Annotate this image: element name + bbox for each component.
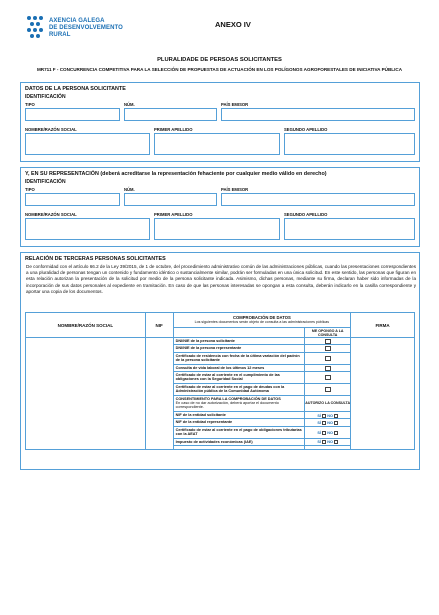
rep-number-label: NÚM. — [124, 187, 135, 192]
oppose-checkbox[interactable] — [325, 339, 331, 344]
doc-item: NIF de la entidad representante — [173, 419, 305, 426]
third-parties-heading: RELACIÓN DE TERCERAS PERSONAS SOLICITANTES — [25, 256, 166, 262]
no-checkbox[interactable] — [334, 414, 338, 418]
oppose-check-cell — [305, 383, 351, 395]
yes-option[interactable]: SÍ — [317, 430, 321, 435]
oppose-check-cell — [305, 364, 351, 371]
logo-text — [49, 18, 123, 39]
no-option[interactable]: NO — [327, 413, 333, 418]
check-header-note: Los siguientes documentos serán objeto de consulta a las administraciones públicas — [194, 320, 330, 324]
rep-first-surname-field[interactable] — [154, 218, 280, 240]
yes-option[interactable]: SÍ — [317, 420, 321, 425]
name-label: NOMBRE/RAZÓN SOCIAL — [25, 127, 77, 132]
legal-paragraph: De conformidad con el artículo 66.2 de la Ley 39/2015, de 1 de octubre, del procedimiento administrativo común de las administraciones públicas, cuando las presentaciones correspondientes a una pluralidad de personas tengan un contenido y fundamento idéntico o sustancialmente similar, podrán ser formuladas en una única solicitud. En este sentido, las personas que figuran en esta relación autorizan la presentación de la solicitud por medio de la persona solicitante indicada. Asimismo, dichas personas, mediante su firma, declaran haber sido informadas de la incorporación de sus datos personales al expediente en tramitación. En caso de que las personas interesadas se opongan a esta consulta, deberán indicarlo en la casilla correspondiente y aportar una copia de los documentos. — [26, 264, 416, 294]
oppose-checkbox[interactable] — [325, 346, 331, 351]
oppose-check-cell — [305, 338, 351, 345]
oppose-check-cell — [305, 372, 351, 384]
logo-line-2: DE DESENVOLVEMENTO — [49, 25, 123, 31]
type-label: TIPO — [25, 102, 35, 107]
oppose-checkbox[interactable] — [325, 356, 331, 361]
nif-cell[interactable] — [145, 338, 173, 450]
doc-item: Certificado de residencia con fecha de la última variación del padrón de la persona solicitante — [173, 352, 305, 364]
oppose-checkbox[interactable] — [325, 366, 331, 371]
col-oppose-header: ME OPONGO A LA CONSULTA — [305, 328, 351, 338]
number-label: NÚM. — [124, 102, 135, 107]
authorize-cell — [305, 438, 351, 445]
doc-item: Certificado de estar al corriente en el pago de obligaciones tributarias con la AEAT — [173, 426, 305, 438]
rep-type-field[interactable] — [25, 193, 120, 206]
yes-checkbox[interactable] — [322, 421, 326, 425]
rep-country-field[interactable] — [221, 193, 415, 206]
authorize-cell — [305, 411, 351, 418]
logo-line-1: AXENCIA GALEGA — [49, 18, 105, 24]
third-parties-table — [25, 312, 415, 450]
no-checkbox[interactable] — [334, 431, 338, 435]
oppose-checkbox[interactable] — [325, 387, 331, 392]
consent-header-cell — [173, 395, 305, 411]
col-name-header: NOMBRE/RAZÓN SOCIAL — [26, 313, 146, 338]
doc-item: DNI/NIE de la persona representante — [173, 345, 305, 352]
rep-type-label: TIPO — [25, 187, 35, 192]
col-nif-header: NIF — [145, 313, 173, 338]
col-authorize-header: AUTORIZO LA CONSULTA — [305, 395, 351, 411]
first-surname-label: PRIMER APELLIDO — [154, 127, 193, 132]
doc-item: DNI/NIE de la persona solicitante — [173, 338, 305, 345]
oppose-check-cell — [305, 352, 351, 364]
authorize-cell — [305, 419, 351, 426]
no-option[interactable]: NO — [327, 420, 333, 425]
check-header-title: COMPROBACIÓN DE DATOS — [232, 315, 291, 320]
doc-item: Consulta de vida laboral de los últimos 12 meses — [173, 364, 305, 371]
name-field[interactable] — [25, 133, 150, 155]
rep-country-label: PAÍS EMISOR — [221, 187, 249, 192]
representative-section — [20, 167, 420, 247]
number-field[interactable] — [124, 108, 217, 121]
oppose-checkbox[interactable] — [325, 375, 331, 380]
doc-spacer-bottom — [173, 445, 305, 449]
applicant-identification-label: IDENTIFICACIÓN — [25, 94, 66, 100]
authorize-cell — [305, 426, 351, 438]
doc-spacer — [173, 328, 305, 338]
empty-cell — [305, 445, 351, 449]
no-option[interactable]: NO — [327, 430, 333, 435]
yes-option[interactable]: SÍ — [317, 440, 321, 445]
form-subtitle: MR711 F - CONCURRENCIA COMPETITIVA PARA LA SELECCIÓN DE PROPUESTAS DE ACTUACIÓN EN LOS POLÍGONOS AGROFORESTALES DE INICIATIVA PÚBLICA — [36, 67, 403, 72]
country-field[interactable] — [221, 108, 415, 121]
consent-heading: CONSENTIMIENTO PARA LA COMPROBACIÓN DE DATOS — [175, 396, 281, 401]
yes-checkbox[interactable] — [322, 440, 326, 444]
agency-logo — [27, 16, 137, 52]
applicant-section — [20, 82, 420, 162]
name-cell[interactable] — [26, 338, 146, 450]
agency-logo-icon — [27, 16, 47, 44]
rep-name-label: NOMBRE/RAZÓN SOCIAL — [25, 212, 77, 217]
doc-item: Certificado de estar al corriente en el pago de deudas con la Administración pública de la Comunidad Autónoma — [173, 383, 305, 395]
consent-note: En caso de no dar autorización, deberá aportar el documento correspondiente. — [175, 401, 279, 410]
yes-option[interactable]: SÍ — [317, 413, 321, 418]
yes-checkbox[interactable] — [322, 414, 326, 418]
signature-cell[interactable] — [351, 338, 415, 450]
type-field[interactable] — [25, 108, 120, 121]
doc-item: NIF de la entidad solicitante — [173, 411, 305, 418]
col-signature-header: FIRMA — [351, 313, 415, 338]
oppose-check-cell — [305, 345, 351, 352]
rep-first-surname-label: PRIMER APELLIDO — [154, 212, 193, 217]
applicant-heading: DATOS DE LA PERSONA SOLICITANTE — [25, 86, 126, 92]
country-label: PAÍS EMISOR — [221, 102, 249, 107]
rep-second-surname-label: SEGUNDO APELLIDO — [284, 212, 328, 217]
annex-label: ANEXO IV — [215, 20, 251, 29]
second-surname-field[interactable] — [284, 133, 415, 155]
doc-item: Certificado de estar al corriente en el cumplimiento de las obligaciones con la Seguridad Social — [173, 372, 305, 384]
third-parties-section — [20, 252, 420, 470]
second-surname-label: SEGUNDO APELLIDO — [284, 127, 328, 132]
yes-checkbox[interactable] — [322, 431, 326, 435]
form-title: PLURALIDADE DE PERSOAS SOLICITANTES — [157, 57, 282, 63]
representative-heading: Y, EN SU REPRESENTACIÓN (deberá acreditarse la representación fehaciente por cualquier medio válido en derecho) — [25, 171, 327, 177]
no-checkbox[interactable] — [334, 440, 338, 444]
rep-name-field[interactable] — [25, 218, 150, 240]
doc-item: Impuesto de actividades económicas (IAE) — [173, 438, 305, 445]
rep-second-surname-field[interactable] — [284, 218, 415, 240]
first-surname-field[interactable] — [154, 133, 280, 155]
col-check-header — [173, 313, 351, 328]
logo-line-3: RURAL — [49, 32, 71, 38]
no-option[interactable]: NO — [327, 440, 333, 445]
representative-identification-label: IDENTIFICACIÓN — [25, 179, 66, 185]
no-checkbox[interactable] — [334, 421, 338, 425]
rep-number-field[interactable] — [124, 193, 217, 206]
